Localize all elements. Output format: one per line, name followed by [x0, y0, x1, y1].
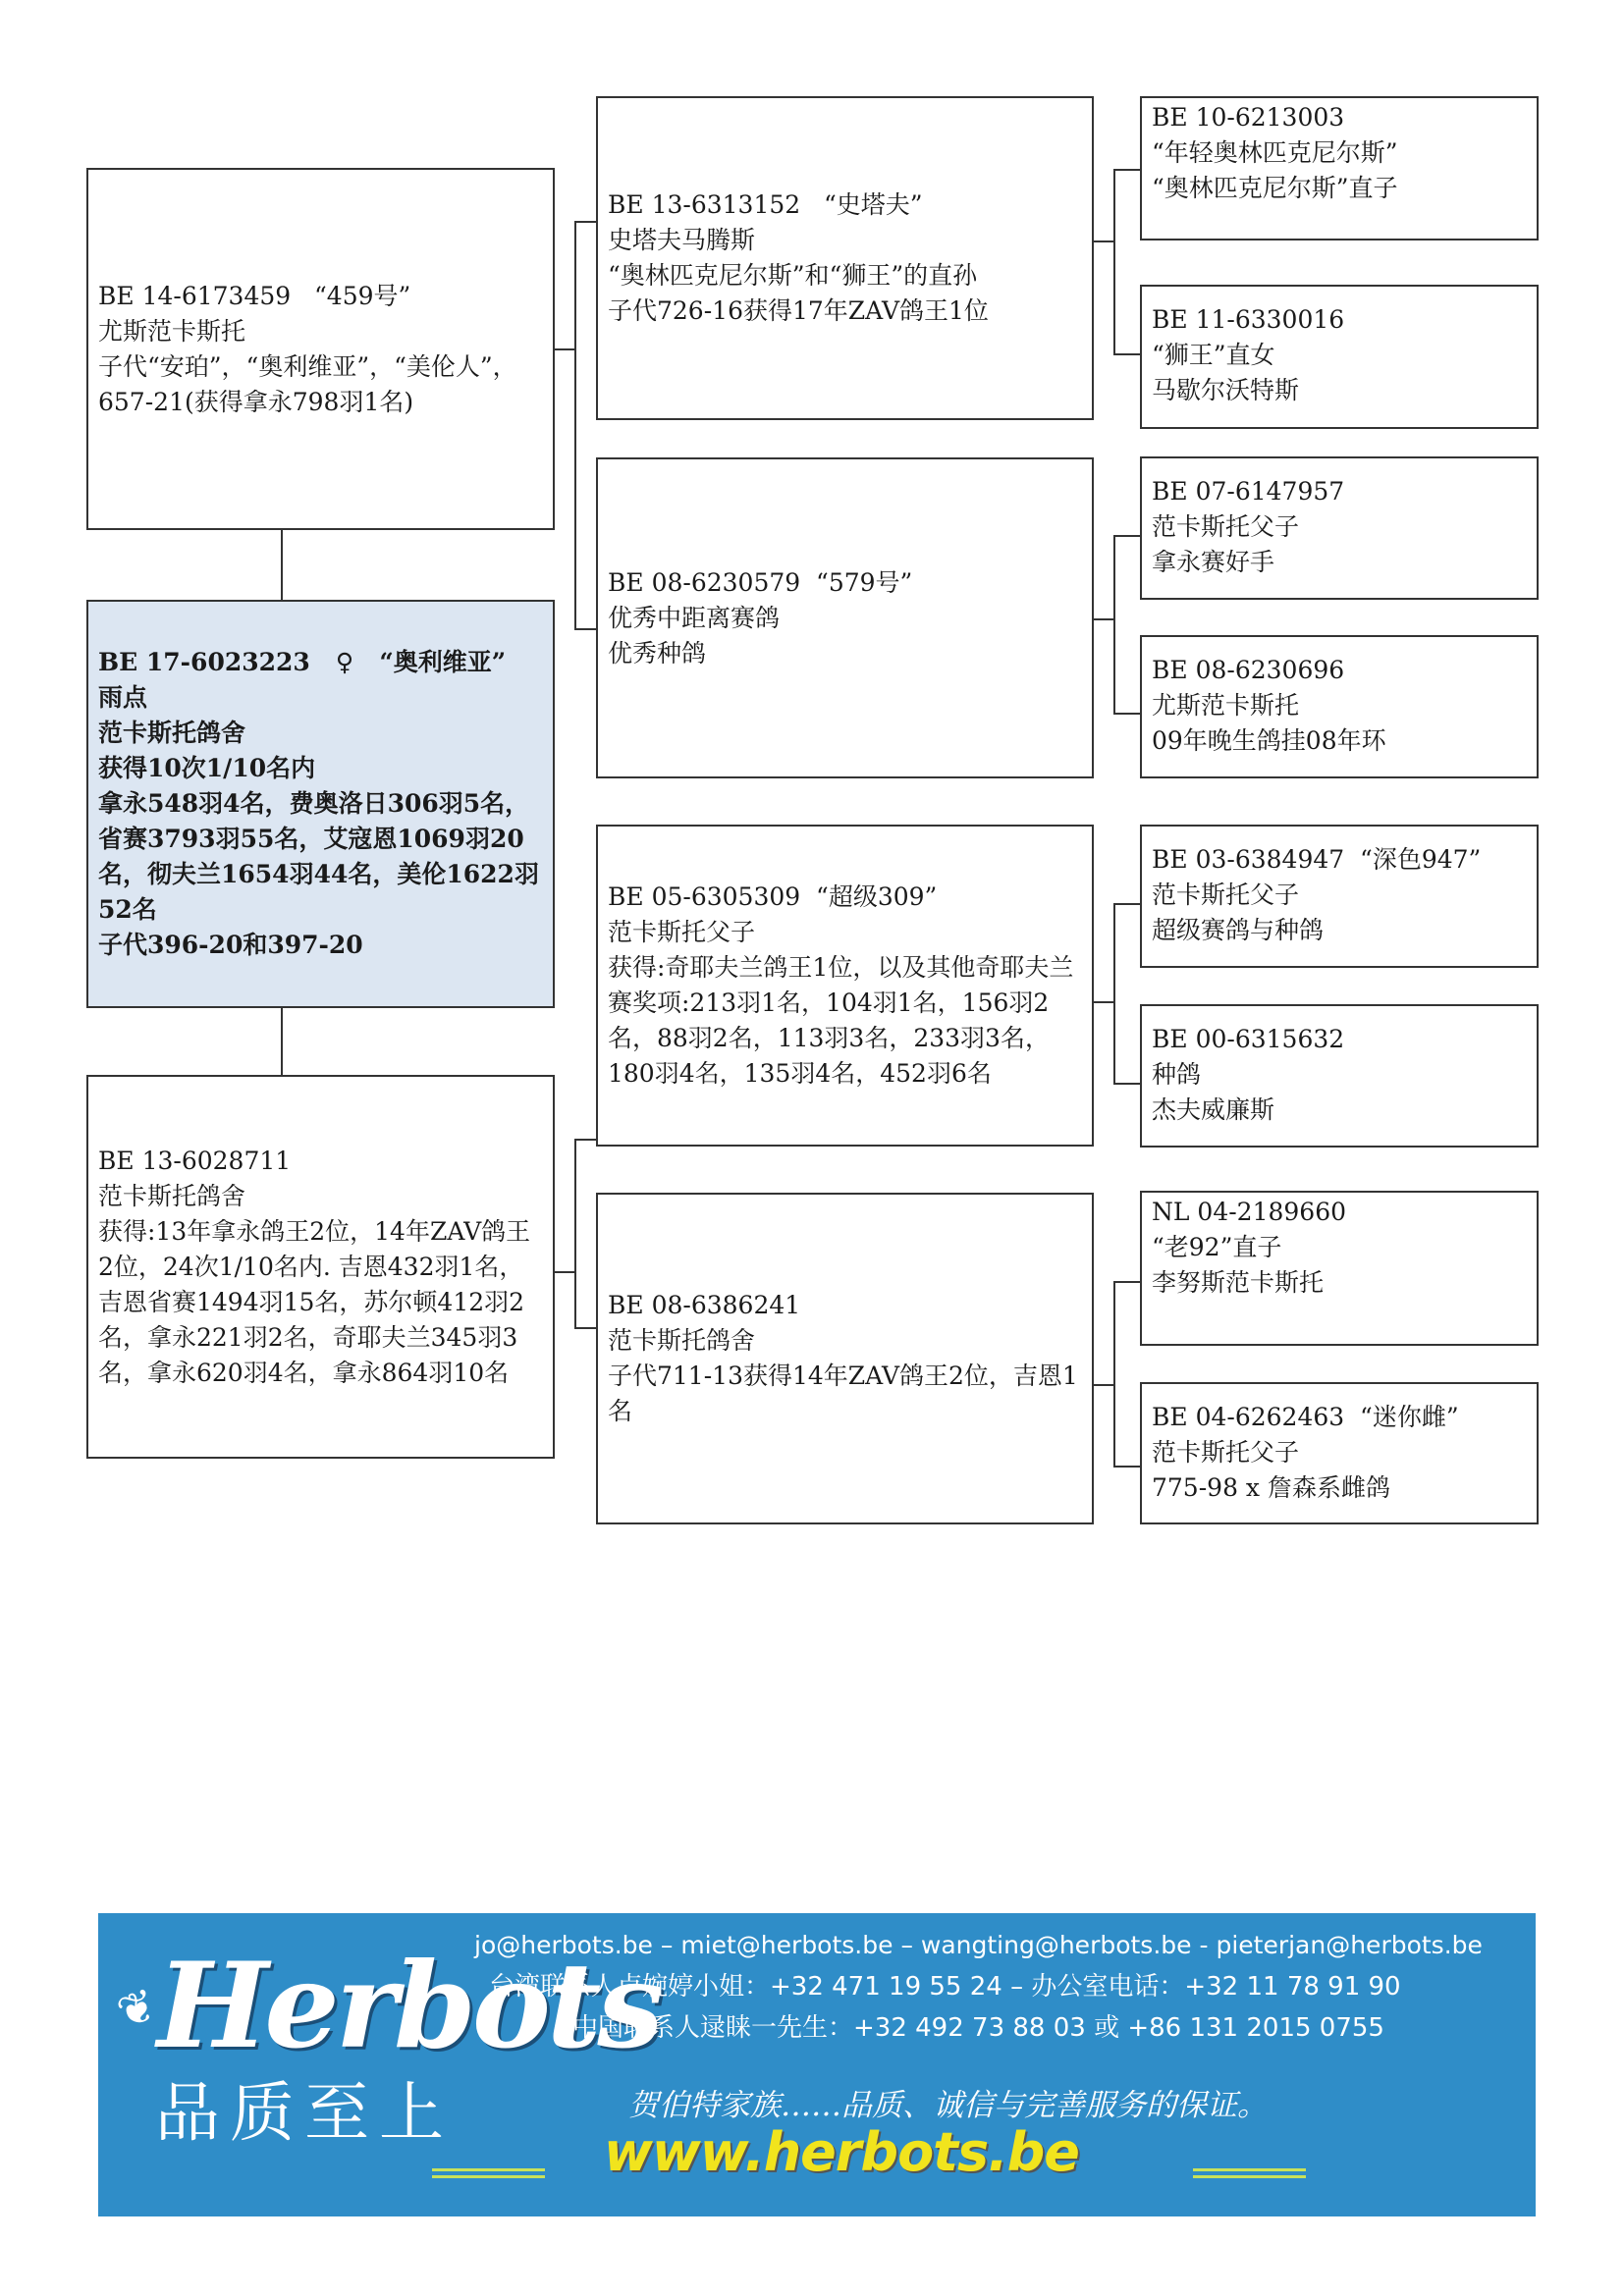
grandparent-ring: BE 08-6230579 “579号” — [608, 567, 913, 597]
website-link[interactable]: www.herbots.be — [604, 2121, 1079, 2183]
sire-card — [86, 168, 555, 530]
connector-subject-dam — [281, 1007, 283, 1075]
contact-emails[interactable]: jo@herbots.be – miet@herbots.be – wangting@herbots.be - pieterjan@herbots.be — [474, 1931, 1483, 1959]
connector-gp4 — [574, 1327, 596, 1329]
great-grandparent-card — [1140, 1191, 1539, 1346]
ggp-line: 李努斯范卡斯托 — [1152, 1268, 1325, 1297]
ggp-line: 范卡斯托父子 — [1152, 881, 1300, 909]
grandparent-line: 范卡斯托父子 — [608, 918, 756, 946]
sire-ring: BE 14-6173459 “459号” — [98, 281, 411, 310]
subject-offspring: 子代396-20和397-20 — [98, 931, 363, 959]
grandparent-card — [596, 825, 1094, 1147]
grandparent-line: 子代711-13获得14年ZAV鸽王2位，吉恩1名 — [608, 1362, 1078, 1425]
ggp-line: 种鸽 — [1152, 1060, 1202, 1089]
great-grandparent-card — [1140, 1004, 1539, 1148]
grandparent-ring: BE 08-6386241 — [608, 1291, 801, 1319]
grandparent-ring: BE 13-6313152 “史塔夫” — [608, 190, 923, 219]
ggp-line: 杰夫威廉斯 — [1152, 1095, 1275, 1124]
connector-gp3-branch — [1113, 903, 1115, 1085]
ggp-ring: BE 08-6230696 — [1152, 656, 1345, 684]
grandparent-card — [596, 1193, 1094, 1524]
contact-block — [474, 1925, 1535, 2049]
great-grandparent-card — [1140, 96, 1539, 240]
connector-gp2-out — [1093, 618, 1115, 620]
connector-sire-branch — [574, 221, 576, 630]
decorative-double-line — [1193, 2168, 1306, 2178]
banner-slogan: 品质至上 — [155, 2075, 454, 2151]
connector-gp2-branch — [1113, 535, 1115, 715]
dam-card — [86, 1075, 555, 1459]
ggp-ring: NL 04-2189660 — [1152, 1198, 1347, 1226]
grandparent-line: 子代726-16获得17年ZAV鸽王1位 — [608, 296, 989, 325]
grandparent-line: 优秀中距离赛鸽 — [608, 603, 781, 632]
ggp-ring: BE 04-6262463 “迷你雌” — [1152, 1403, 1459, 1431]
ggp-line: “狮王”直女 — [1152, 341, 1275, 369]
ggp-ring: BE 00-6315632 — [1152, 1025, 1345, 1053]
grandparent-ring: BE 05-6305309 “超级309” — [608, 882, 938, 911]
great-grandparent-card — [1140, 635, 1539, 778]
grandparent-line: 获得:奇耶夫兰鸽王1位，以及其他奇耶夫兰赛奖项:213羽1名，104羽1名，156羽2名，88羽2名，113羽3名，233羽3名，180羽4名，135羽4名，452羽6名 — [608, 953, 1074, 1088]
grandparent-card — [596, 457, 1094, 778]
connector-ggp3 — [1113, 535, 1140, 537]
ggp-line: 超级赛鸽与种鸽 — [1152, 916, 1325, 944]
taiwan-contact: 台湾联系人卢婉婷小姐：+32 471 19 55 24 – 办公室电话：+32 11 78 91 90 — [489, 1972, 1401, 2002]
connector-ggp6 — [1113, 1083, 1140, 1085]
ggp-line: 尤斯范卡斯托 — [1152, 691, 1300, 720]
connector-ggp5 — [1113, 903, 1140, 905]
great-grandparent-card — [1140, 1382, 1539, 1524]
ggp-line: 范卡斯托父子 — [1152, 1438, 1300, 1467]
connector-gp1 — [574, 221, 596, 223]
great-grandparent-card — [1140, 825, 1539, 968]
ggp-line: 09年晚生鸽挂08年环 — [1152, 726, 1386, 755]
connector-ggp4 — [1113, 713, 1140, 715]
ggp-ring: BE 11-6330016 — [1152, 305, 1345, 334]
herbots-logo: Herbots — [157, 1937, 660, 2075]
great-grandparent-card — [1140, 285, 1539, 429]
grandparent-line: 史塔夫马腾斯 — [608, 226, 756, 254]
grandparent-line: “奥林匹克尼尔斯”和“狮王”的直孙 — [608, 261, 978, 290]
grandparent-line: 优秀种鸽 — [608, 638, 707, 667]
subject-summary: 获得10次1/10名内 — [98, 754, 316, 782]
ggp-ring: BE 07-6147957 — [1152, 477, 1345, 506]
sire-notes: 子代“安珀”，“奥利维亚”，“美伦人”，657-21(获得拿永798羽1名) — [98, 351, 517, 416]
connector-gp3-out — [1093, 1001, 1115, 1003]
great-grandparent-card — [1140, 456, 1539, 600]
ggp-line: 范卡斯托父子 — [1152, 512, 1300, 541]
connector-dam-branch — [574, 1139, 576, 1329]
grandparent-line: 范卡斯托鸽舍 — [608, 1326, 756, 1355]
connector-sire-subject — [281, 529, 283, 600]
connector-dam-out — [554, 1271, 575, 1273]
subject-results: 拿永548羽4名，费奥洛日306羽5名，省赛3793羽55名，艾寇恩1069羽20名，彻夫兰1654羽44名，美伦1622羽52名 — [98, 789, 539, 924]
dam-results: 获得:13年拿永鸽王2位，14年ZAV鸽王2位，24次1/10名内. 吉恩432羽1名，吉恩省赛1494羽15名，苏尔顿412羽2名，拿永221羽2名，奇耶夫兰345羽3名，拿永620羽4名，拿永864羽10名 — [98, 1216, 531, 1387]
feather-icon: ❦ — [109, 1977, 164, 2040]
subject-ring: BE 17-6023223 ♀ “奥利维亚” — [98, 648, 507, 676]
ggp-ring: BE 03-6384947 “深色947” — [1152, 845, 1482, 874]
connector-ggp8 — [1113, 1466, 1140, 1468]
decorative-double-line — [432, 2168, 545, 2178]
ggp-line: 775-98 x 詹森系雌鸽 — [1152, 1473, 1390, 1502]
connector-gp1-out — [1093, 240, 1115, 242]
connector-gp3 — [574, 1139, 596, 1141]
subject-color: 雨点 — [98, 683, 148, 712]
dam-ring: BE 13-6028711 — [98, 1146, 292, 1175]
ggp-line: “老92”直子 — [1152, 1233, 1282, 1261]
grandparent-card — [596, 96, 1094, 420]
connector-gp1-branch — [1113, 169, 1115, 355]
subject-card — [86, 600, 555, 1008]
ggp-ring: BE 10-6213003 — [1152, 103, 1345, 132]
banner-motto: 贺伯特家族……品质、诚信与完善服务的保证。 — [628, 2088, 1268, 2123]
subject-breeder: 范卡斯托鸽舍 — [98, 719, 246, 747]
connector-gp4-branch — [1113, 1281, 1115, 1468]
connector-sire-out — [554, 348, 575, 350]
ggp-line: “年轻奥林匹克尼尔斯” — [1152, 138, 1398, 167]
ggp-line: “奥林匹克尼尔斯”直子 — [1152, 174, 1398, 202]
connector-gp4-out — [1093, 1384, 1115, 1386]
ggp-line: 拿永赛好手 — [1152, 548, 1275, 576]
connector-ggp1 — [1113, 169, 1140, 171]
dam-breeder: 范卡斯托鸽舍 — [98, 1181, 246, 1210]
sire-breeder: 尤斯范卡斯托 — [98, 316, 246, 346]
herbots-banner — [98, 1913, 1536, 2216]
china-contact: 中国联系人逯睐一先生：+32 492 73 88 03 或 +86 131 2015 0755 — [572, 2013, 1384, 2043]
ggp-line: 马歇尔沃特斯 — [1152, 376, 1300, 404]
connector-ggp2 — [1113, 353, 1140, 355]
connector-ggp7 — [1113, 1281, 1140, 1283]
connector-gp2 — [574, 628, 596, 630]
